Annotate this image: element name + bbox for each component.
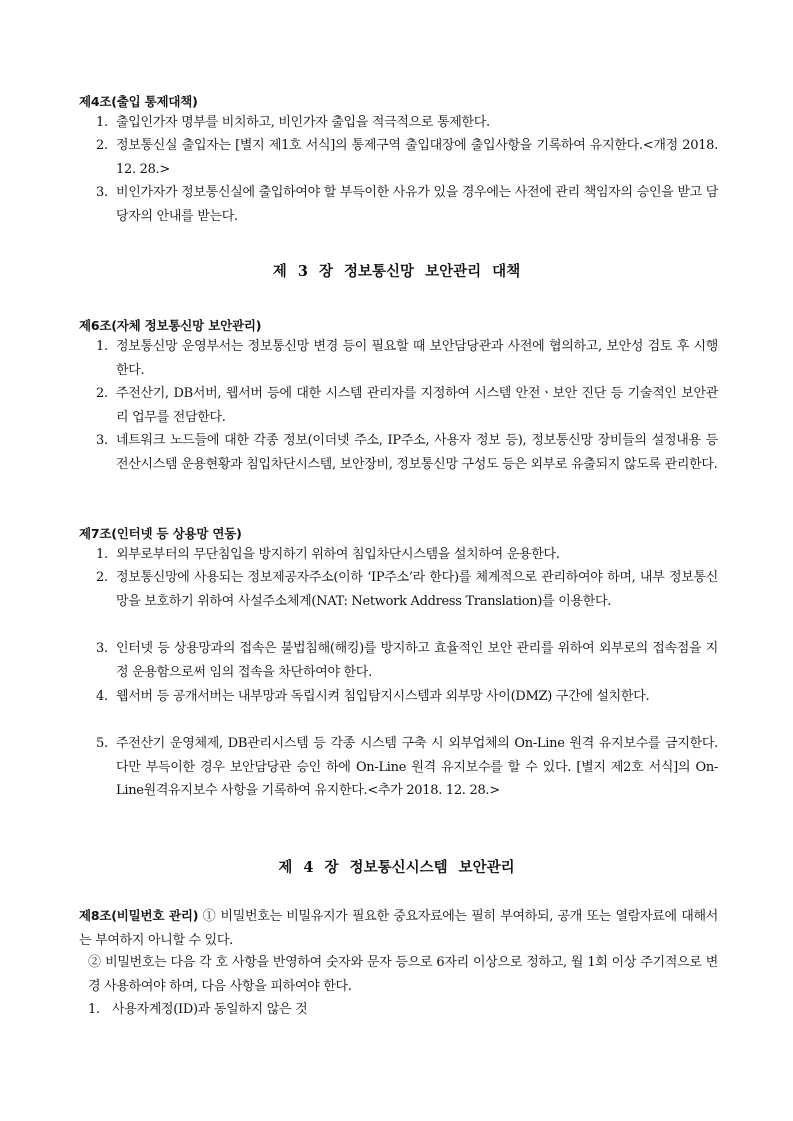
article-8-item-1 [88, 998, 718, 1022]
article-4-item-1 [96, 111, 718, 135]
article-4-title: 제4조(출입 통제대책) [79, 94, 198, 109]
item-number: 2. [96, 386, 108, 401]
item-text: 주전산기 운영체제, DB관리시스템 등 각종 시스템 구축 시 외부업체의 On-Line 원격 유지보수를 금지한다. 다만 부득이한 경우 보안담당관 승인 하에 On-Line 원격 유지보수를 할 수 있다. [별지 제2호 서식]의 On-Line원격유지보수 사항을 기록하여 유지한다.<추가 2018. 12. 28.> [116, 736, 718, 799]
item-number: 1. [88, 1002, 100, 1017]
item-text: 정보통신실 출입자는 [별지 제1호 서식]의 통제구역 출입대장에 출입사항을 기록하여 유지한다.<개정 2018. 12. 28.> [116, 138, 718, 177]
item-number: 3. [96, 185, 108, 200]
paragraph-text: ② 비밀번호는 다음 각 호 사항을 반영하여 숫자와 문자 등으로 6자리 이상으로 정하고, 월 1회 이상 주기적으로 변경 사용하여야 하며, 다음 사항을 피하여야 한다. [88, 955, 718, 994]
item-text: 웹서버 등 공개서버는 내부망과 독립시켜 침입탐지시스템과 외부망 사이(DMZ) 구간에 설치한다. [116, 689, 650, 704]
article-7-item-4 [96, 685, 718, 709]
paragraph-text: ① 비밀번호는 비밀유지가 필요한 중요자료에는 필히 부여하되, 공개 또는 열람자료에 대해서는 부여하지 아니할 수 있다. [79, 909, 718, 948]
item-text: 인터넷 등 상용망과의 접속은 불법침해(해킹)를 방지하고 효율적인 보안 관리를 위하여 외부로의 접속점을 지정 운용함으로써 임의 접속을 차단하여야 한다. [116, 641, 718, 680]
article-7-item-1 [96, 543, 718, 567]
article-7-item-3 [96, 637, 718, 684]
article-6-item-2 [96, 382, 718, 429]
item-number: 2. [96, 570, 108, 585]
item-number: 3. [96, 433, 108, 448]
article-7-item-5 [96, 732, 718, 803]
item-number: 1. [96, 547, 108, 562]
article-6-item-3 [96, 429, 718, 476]
item-text: 비인가자가 정보통신실에 출입하여야 할 부득이한 사유가 있을 경우에는 사전에 관리 책임자의 승인을 받고 담당자의 안내를 받는다. [116, 185, 718, 224]
chapter-3-title: 제 3 장 정보통신망 보안관리 대책 [272, 263, 521, 280]
item-number: 5. [96, 736, 108, 751]
item-text: 출입인가자 명부를 비치하고, 비인가자 출입을 적극적으로 통제한다. [116, 115, 490, 130]
item-text: 정보통신망 운영부서는 정보통신망 변경 등이 필요할 때 보안담당관과 사전에 협의하고, 보안성 검토 후 시행한다. [116, 339, 718, 378]
item-number: 2. [96, 138, 108, 153]
item-number: 1. [96, 339, 108, 354]
article-6-item-1 [96, 335, 718, 382]
article-6-title: 제6조(자체 정보통신망 보안관리) [79, 318, 262, 333]
article-7-item-2 [96, 566, 718, 613]
item-text: 외부로부터의 무단침입을 방지하기 위하여 침입차단시스템을 설치하여 운용한다. [116, 547, 560, 562]
article-4-item-3 [96, 181, 718, 228]
article-8-title: 제8조(비밀번호 관리) [79, 908, 199, 923]
article-7-title: 제7조(인터넷 등 상용망 연동) [79, 526, 242, 541]
article-8-paragraph-1 [79, 904, 718, 952]
item-number: 3. [96, 641, 108, 656]
article-8-paragraph-2 [88, 951, 718, 998]
item-text: 사용자계정(ID)과 동일하지 않은 것 [112, 1002, 308, 1017]
item-number: 4. [96, 689, 108, 704]
item-text: 주전산기, DB서버, 웹서버 등에 대한 시스템 관리자를 지정하여 시스템 안전ㆍ보안 진단 등 기술적인 보안관리 업무를 전담한다. [116, 386, 718, 425]
chapter-4-title: 제 4 장 정보통신시스템 보안관리 [278, 859, 515, 876]
item-text: 네트워크 노드들에 대한 각종 정보(이더넷 주소, IP주소, 사용자 정보 등), 정보통신망 장비들의 설정내용 등 전산시스템 운용현황과 침입차단시스템, 보안장비, 정보통신망 구성도 등은 외부로 유출되지 않도록 관리한다. [116, 433, 718, 472]
item-text: 정보통신망에 사용되는 정보제공자주소(이하 ‘IP주소’라 한다)를 체계적으로 관리하여야 하며, 내부 정보통신망을 보호하기 위하여 사설주소체계(NAT: Network Address Translation)를 이용한다. [116, 570, 718, 609]
item-number: 1. [96, 115, 108, 130]
article-4-item-2 [96, 134, 718, 181]
